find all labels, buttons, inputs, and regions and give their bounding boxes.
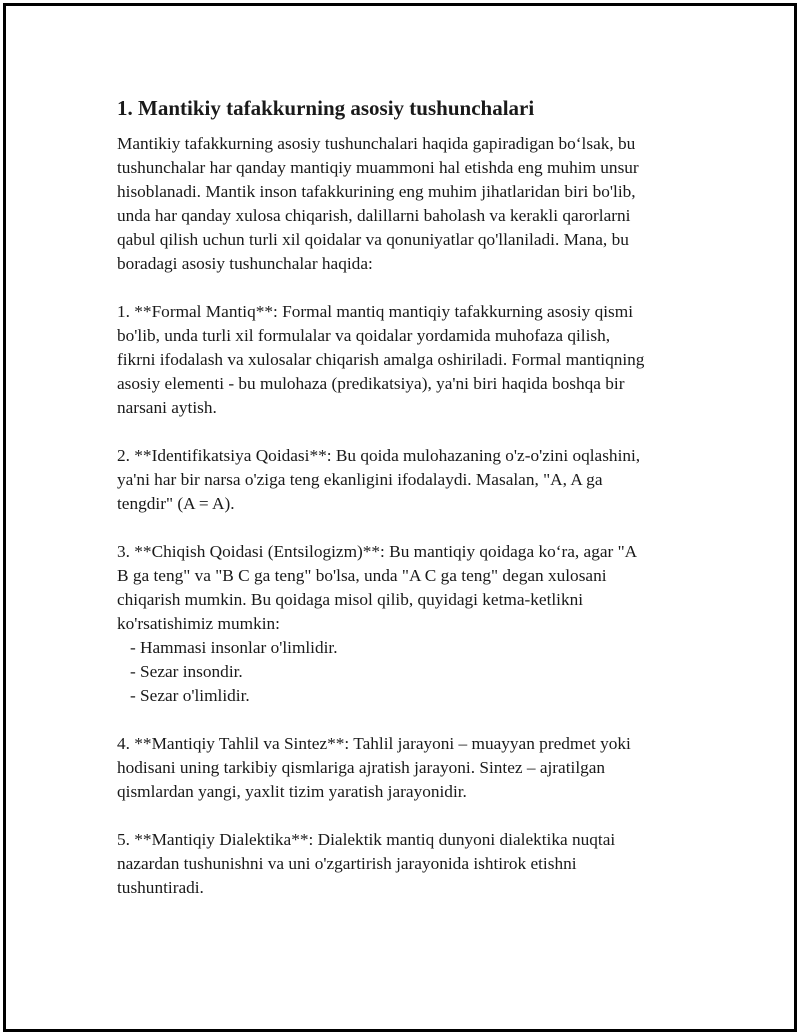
text-line: 3. **Chiqish Qoidasi (Entsilogizm)**: Bu mantiqiy qoidaga ko‘ra, agar "A <box>117 542 638 561</box>
item-dialektika <box>117 828 687 900</box>
list-item: - Sezar insondir. <box>117 662 243 681</box>
text-line: ko'rsatishimiz mumkin: <box>117 614 280 633</box>
text-line: ya'ni har bir narsa o'ziga teng ekanligini ifodalaydi. Masalan, "A, A ga <box>117 470 603 489</box>
text-line: fikrni ifodalash va xulosalar chiqarish amalga oshiriladi. Formal mantiqning <box>117 350 645 369</box>
text-line: chiqarish mumkin. Bu qoidaga misol qilib, quyidagi ketma-ketlikni <box>117 590 584 609</box>
paragraph-gap <box>117 708 687 732</box>
list-item: - Sezar o'limlidir. <box>117 686 250 705</box>
text-line: hodisani uning tarkibiy qismlariga ajratish jarayoni. Sintez – ajratilgan <box>117 758 606 777</box>
text-line: narsani aytish. <box>117 398 217 417</box>
text-line: nazardan tushunishni va uni o'zgartirish jarayonida ishtirok etishni <box>117 854 577 873</box>
intro-paragraph <box>117 132 687 276</box>
text-line: bo'lib, unda turli xil formulalar va qoidalar yordamida muhofaza qilish, <box>117 326 611 345</box>
text-line: qabul qilish uchun turli xil qoidalar va qonuniyatlar qo'llaniladi. Mana, bu <box>117 230 629 249</box>
text-line: 5. **Mantiqiy Dialektika**: Dialektik mantiq dunyoni dialektika nuqtai <box>117 830 616 849</box>
text-line: tushuntiradi. <box>117 878 204 897</box>
document-body <box>117 94 687 900</box>
paragraph-gap <box>117 276 687 300</box>
list-item: - Hammasi insonlar o'limlidir. <box>117 638 338 657</box>
paragraph-gap <box>117 516 687 540</box>
item-chiqish-qoidasi <box>117 540 687 708</box>
item-formal-mantiq <box>117 300 687 420</box>
text-line: hisoblanadi. Mantik inson tafakkurining eng muhim jihatlaridan biri bo'lib, <box>117 182 636 201</box>
text-line: 2. **Identifikatsiya Qoidasi**: Bu qoida mulohazaning o'z-o'zini oqlashini, <box>117 446 641 465</box>
section-heading: 1. Mantikiy tafakkurning asosiy tushunchalari <box>117 96 535 120</box>
text-line: 1. **Formal Mantiq**: Formal mantiq mantiqiy tafakkurning asosiy qismi <box>117 302 633 321</box>
text-line: qismlardan yangi, yaxlit tizim yaratish jarayonidir. <box>117 782 467 801</box>
text-line: boradagi asosiy tushunchalar haqida: <box>117 254 373 273</box>
text-line: asosiy elementi - bu mulohaza (predikatsiya), ya'ni biri haqida boshqa bir <box>117 374 625 393</box>
text-line: Mantikiy tafakkurning asosiy tushunchalari haqida gapiradigan bo‘lsak, bu <box>117 134 636 153</box>
text-line: unda har qanday xulosa chiqarish, dalillarni baholash va kerakli qarorlarni <box>117 206 631 225</box>
text-line: tushunchalar har qanday mantiqiy muammoni hal etishda eng muhim unsur <box>117 158 639 177</box>
text-line: 4. **Mantiqiy Tahlil va Sintez**: Tahlil jarayoni – muayyan predmet yoki <box>117 734 631 753</box>
text-line: tengdir" (A = A). <box>117 494 235 513</box>
item-identifikatsiya <box>117 444 687 516</box>
text-line: B ga teng" va "B C ga teng" bo'lsa, unda "A C ga teng" degan xulosani <box>117 566 607 585</box>
item-tahlil-sintez <box>117 732 687 804</box>
paragraph-gap <box>117 804 687 828</box>
paragraph-gap <box>117 420 687 444</box>
